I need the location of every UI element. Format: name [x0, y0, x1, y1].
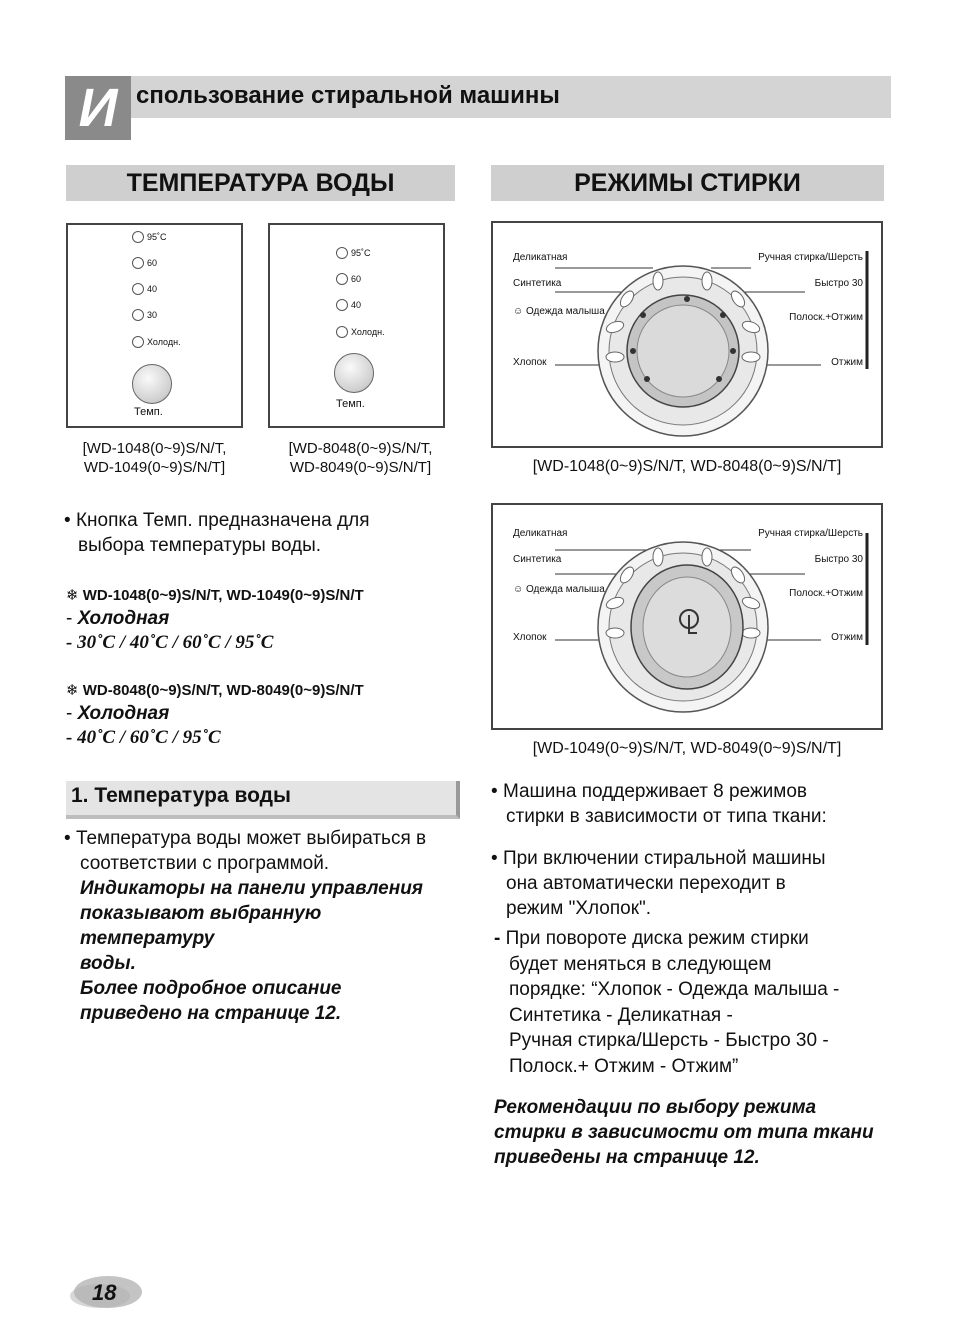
mode-delicate: Деликатная — [513, 252, 568, 263]
header-letter: И — [65, 76, 131, 140]
section-title-temperature: ТЕМПЕРАТУРА ВОДЫ — [66, 165, 455, 201]
dial-panel-1 — [491, 221, 883, 448]
mode-delicate: Деликатная — [513, 528, 568, 539]
temperature-panel-2 — [268, 223, 445, 428]
page-number: 18 — [92, 1280, 117, 1305]
subsection-title: 1. Температура воды — [71, 784, 291, 807]
default-mode-description: • При включении стиральной машины она автоматически переходит в режим "Хлопок". — [491, 848, 826, 919]
temp-indicator: 95˚C — [336, 247, 371, 259]
temp-button[interactable] — [132, 364, 172, 404]
dial-panel-2 — [491, 503, 883, 730]
mode-order-description: - При повороте диска режим стирки будет меняться в следующем порядке: “Хлопок - Одежда малыша - Синтетика - Деликатная - Ручная стирка/Шерсть - Быстро 30 - Полоск.+ Отжим - Отжим” — [494, 928, 840, 1077]
temp-indicator: 40 — [336, 299, 361, 311]
led-icon — [336, 326, 348, 338]
temp-indicator: Холодн. — [336, 326, 385, 338]
temp-indicator: 60 — [336, 273, 361, 285]
mode-baby: ☺ Одежда малыша — [513, 584, 605, 595]
temp-indicator: 40 — [132, 283, 157, 295]
page-title: спользование стиральной машины — [136, 82, 560, 109]
baby-icon: ☺ — [513, 584, 524, 595]
led-icon — [132, 257, 144, 269]
temperature-panel-1 — [66, 223, 243, 428]
temp-button-label: Темп. — [134, 406, 163, 418]
temp-indicator: 95˚C — [132, 231, 167, 243]
temp-button-label: Темп. — [336, 398, 365, 410]
led-icon — [336, 273, 348, 285]
mode-spin: Отжим — [831, 632, 863, 643]
mode-synthetic: Синтетика — [513, 554, 562, 565]
mode-rinse-spin: Полоск.+Отжим — [789, 312, 863, 323]
led-icon — [336, 299, 348, 311]
mode-hand-wool: Ручная стирка/Шерсть — [758, 528, 863, 539]
mode-quick30: Быстро 30 — [814, 278, 863, 289]
mode-hand-wool: Ручная стирка/Шерсть — [758, 252, 863, 263]
mode-quick30: Быстро 30 — [814, 554, 863, 565]
led-icon — [132, 336, 144, 348]
section-title-wash-modes: РЕЖИМЫ СТИРКИ — [491, 165, 884, 201]
led-icon — [336, 247, 348, 259]
temp-indicator: Холодн. — [132, 336, 181, 348]
mode-rinse-spin: Полоск.+Отжим — [789, 588, 863, 599]
temp-indicator: 30 — [132, 309, 157, 321]
led-icon — [132, 283, 144, 295]
mode-baby: ☺ Одежда малыша — [513, 306, 605, 317]
led-icon — [132, 231, 144, 243]
baby-icon: ☺ — [513, 306, 524, 317]
temp-button-description: • Кнопка Темп. предназначена для выбора температуры воды. — [64, 510, 370, 556]
mode-synthetic: Синтетика — [513, 278, 562, 289]
panel2-caption: [WD-8048(0~9)S/N/T, WD-8049(0~9)S/N/T] — [288, 440, 433, 476]
dial1-caption: [WD-1048(0~9)S/N/T, WD-8048(0~9)S/N/T] — [532, 458, 842, 475]
dial2-caption: [WD-1049(0~9)S/N/T, WD-8049(0~9)S/N/T] — [532, 740, 842, 757]
mode-cotton: Хлопок — [513, 357, 547, 368]
temp-button[interactable] — [334, 353, 374, 393]
mode-cotton: Хлопок — [513, 632, 547, 643]
model-group-1: ❄ WD-1048(0~9)S/N/T, WD-1049(0~9)S/N/T - Холодная - 30˚C / 40˚C / 60˚C / 95˚C — [66, 587, 364, 653]
temp-indicator: 60 — [132, 257, 157, 269]
model-group-2: ❄ WD-8048(0~9)S/N/T, WD-8049(0~9)S/N/T - Холодная - 40˚C / 60˚C / 95˚C — [66, 682, 364, 748]
wash-modes-description: • Машина поддерживает 8 режимов стирки в зависимости от типа ткани: — [491, 781, 827, 827]
recommendation-note: Рекомендации по выбору режима стирки в зависимости от типа ткани приведены на странице 12. — [494, 1097, 874, 1168]
temperature-description: • Температура воды может выбираться в соответствии с программой. Индикаторы на панели управления показывают выбранную температуру воды. Более подробное описание приведено на странице 12. — [64, 828, 427, 1024]
panel1-caption: [WD-1048(0~9)S/N/T, WD-1049(0~9)S/N/T] — [82, 440, 227, 476]
led-icon — [132, 309, 144, 321]
mode-spin: Отжим — [831, 357, 863, 368]
